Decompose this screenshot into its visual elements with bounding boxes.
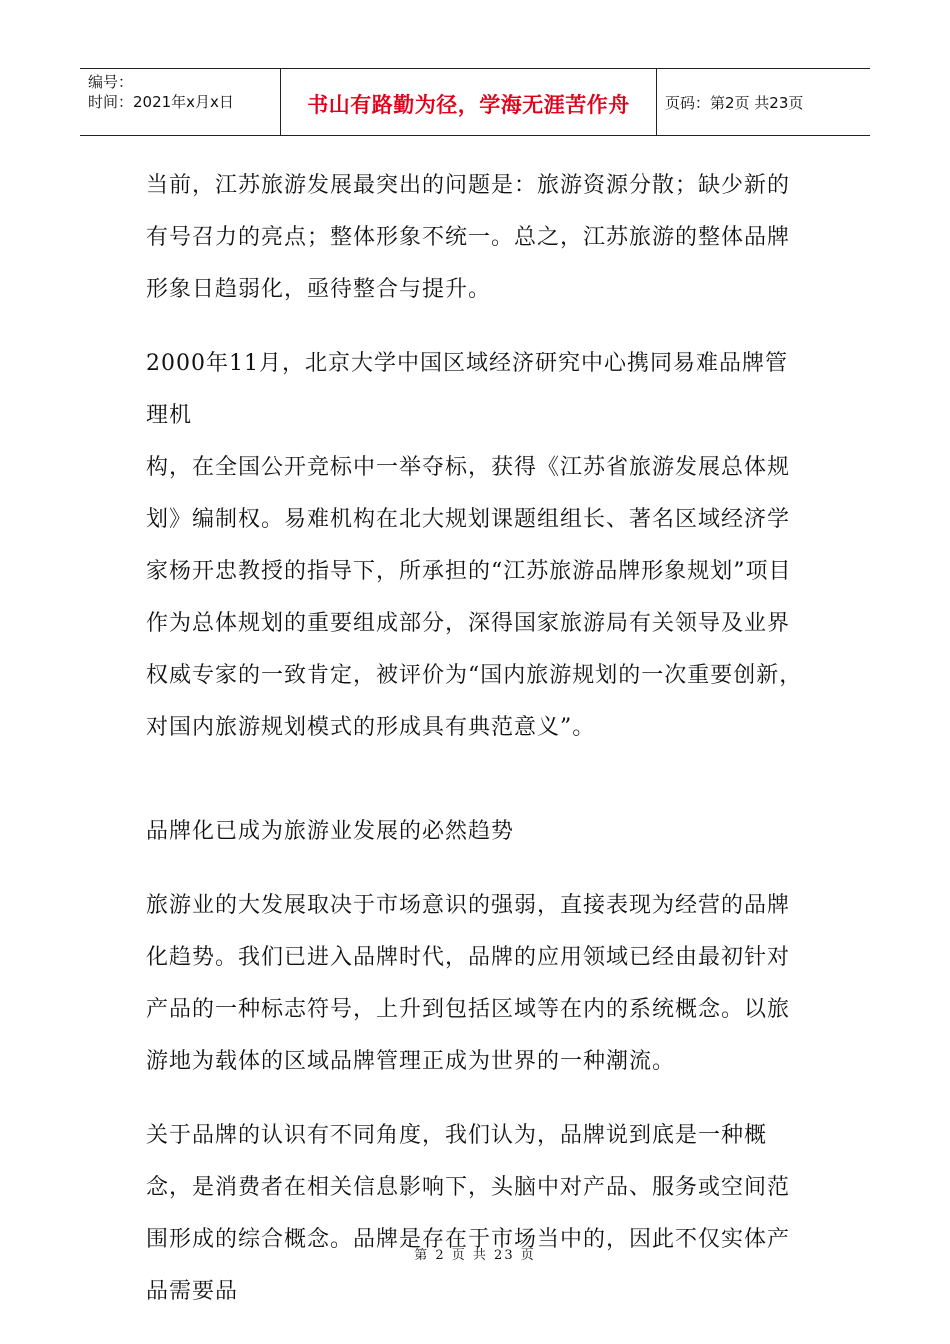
paragraph-problems: 当前，江苏旅游发展最突出的问题是：旅游资源分散；缺少新的有号召力的亮点；整体形象不统一。总之，江苏旅游的整体品牌形象日趋弱化，亟待整合与提升。 xyxy=(146,173,791,302)
paragraph-project-line1: 2000年11月，北京大学中国区域经济研究中心携同易难品牌管理机 xyxy=(146,351,788,428)
number-label: 编号： xyxy=(88,73,134,91)
header-motto: 书山有路勤为径，学海无涯苦作舟 xyxy=(307,93,630,117)
page-info-cell xyxy=(657,69,870,135)
header-page-info: 页码：第2页 共23页 xyxy=(665,93,804,112)
paragraph-brand-concept: 关于品牌的认识有不同角度，我们认为，品牌说到底是一种概念，是消费者在相关信息影响下，头脑中对产品、服务或空间范围形成的综合概念。品牌是存在于市场当中的，因此不仅实体产品需要品 xyxy=(146,1123,791,1304)
paragraph-project-rest: 划》编制权。易难机构在北大规划课题组组长、著名区域经济学家杨开忠教授的指导下，所承担的“江苏旅游品牌形象规划”项目作为总体规划的重要组成部分，深得国家旅游局有关领导及业界权威专家的一致肯定，被评价为“国内旅游规划的一次重要创新，对国内旅游规划模式的形成具有典范意义”。 xyxy=(146,507,803,740)
document-header xyxy=(80,68,870,136)
paragraph-project-line2: 构，在全国公开竞标中一举夺标，获得《江苏省旅游发展总体规 xyxy=(146,455,791,480)
document-body xyxy=(146,160,806,1340)
header-meta-cell xyxy=(80,69,281,135)
page-footer: 第 2 页 共 23 页 xyxy=(414,1248,536,1263)
motto-cell xyxy=(281,69,657,135)
section-heading: 品牌化已成为旅游业发展的必然趋势 xyxy=(146,819,515,844)
time-label: 时间：2021年x月x日 xyxy=(88,93,234,111)
paragraph-brand-trend: 旅游业的大发展取决于市场意识的强弱，直接表现为经营的品牌化趋势。我们已进入品牌时代，品牌的应用领域已经由最初针对产品的一种标志符号，上升到包括区域等在内的系统概念。以旅游地为载体的区域品牌管理正成为世界的一种潮流。 xyxy=(146,893,791,1074)
paragraph-project xyxy=(146,338,806,754)
